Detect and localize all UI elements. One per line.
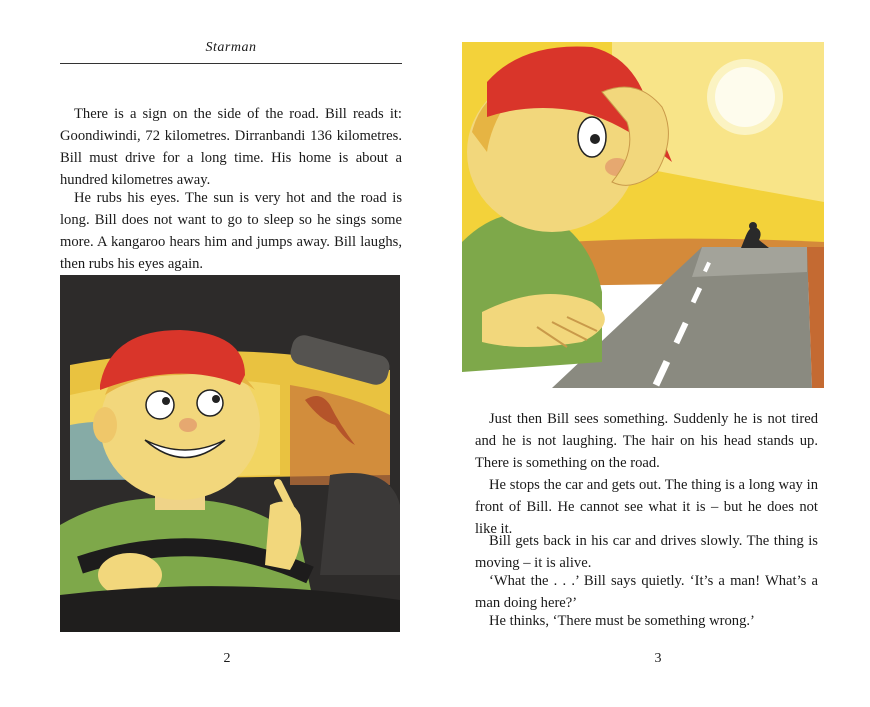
paragraph: There is a sign on the side of the road. Bill reads it: Goondiwindi, 72 kilometres. Dirranbandi 136 kilometres. Bill must drive for a long time. His home is about a hundred kilometres away. bbox=[60, 106, 402, 188]
paragraph: Just then Bill sees something. Suddenly he is not tired and he is not laughing. The hair on his head stands up. There is something on the road. bbox=[475, 411, 818, 471]
page-number: 2 bbox=[223, 651, 231, 666]
right-page bbox=[435, 0, 870, 707]
header-rule bbox=[60, 63, 402, 64]
paragraph: ‘What the . . .’ Bill says quietly. ‘It’s a man! What’s a man doing here?’ bbox=[475, 573, 818, 611]
paragraph: Bill gets back in his car and drives slowly. The thing is moving – it is alive. bbox=[475, 533, 818, 571]
paragraph: He stops the car and gets out. The thing is a long way in front of Bill. He cannot see what it is – but he does not like it. bbox=[475, 477, 818, 537]
paragraph: He rubs his eyes. The sun is very hot and the road is long. Bill does not want to go to sleep so he sings some more. A kangaroo hears him and jumps away. Bill laughs, then rubs his eyes again. bbox=[60, 190, 402, 272]
illustration-bill-driving bbox=[60, 275, 400, 632]
running-head: Starman bbox=[205, 40, 257, 55]
page-number: 3 bbox=[654, 651, 662, 666]
illustration-man-on-road bbox=[462, 42, 824, 388]
paragraph: He thinks, ‘There must be something wrong.’ bbox=[489, 613, 755, 629]
